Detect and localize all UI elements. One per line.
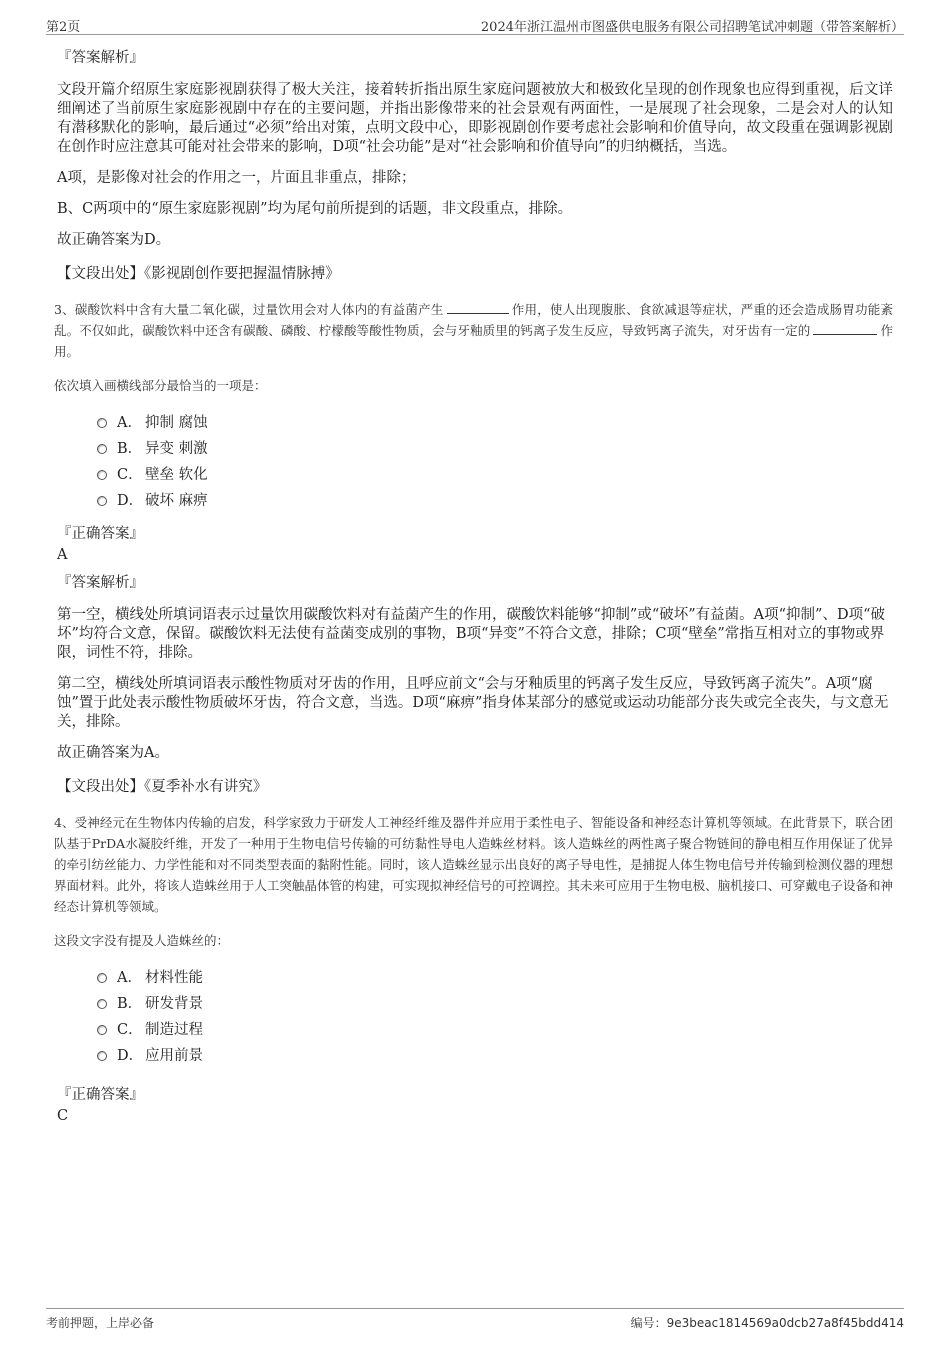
radio-icon[interactable] <box>97 470 107 480</box>
prev-analysis-label: 『答案解析』 <box>57 50 144 66</box>
prev-source: 【文段出处】《影视剧创作要把握温情脉搏》 <box>57 266 340 282</box>
option-d[interactable]: D． 应用前景 <box>97 1043 893 1069</box>
prev-analysis-para: A项，是影像对社会的作用之一，片面且非重点，排除； <box>57 170 416 186</box>
q4-correct-value: C <box>57 1108 69 1124</box>
q3-analysis-para: 故正确答案为A。 <box>57 745 169 761</box>
radio-icon[interactable] <box>97 999 107 1009</box>
blank-line <box>813 322 877 335</box>
q3-correct-label: 『正确答案』 <box>57 526 144 542</box>
page-header <box>46 14 904 35</box>
option-c[interactable]: C． 制造过程 <box>97 1017 893 1043</box>
question-4-text: 4、受神经元在生物体内传输的启发，科学家致力于研发人工神经纤维及器件并应用于柔性电子、智能设备和神经态计算机等领域。在此背景下，联合团队基于PrDA水凝胶纤维，开发了一种用于生物电信号传输的可纺黏性导电人造蛛丝材料。该人造蛛丝的两性离子聚合物链间的静电相互作用保证了优异的牵引纺丝能力、力学性能和对不同类型表面的黏附性能。同时，该人造蛛丝显示出良好的离子导电性，是捕捉人体生物电信号并传输到检测仪器的理想界面材料。此外，将该人造蛛丝用于人工突触晶体管的构建，可实现拟神经信号的可控调控。其未来可应用于生物电极、脑机接口、可穿戴电子设备和神经态计算机等领域。 <box>54 815 893 914</box>
question-3-prompt: 依次填入画横线部分最恰当的一项是： <box>54 378 267 393</box>
prev-analysis-para: B、C两项中的“原生家庭影视剧”均为尾句前所提到的话题，非文段重点，排除。 <box>57 201 573 217</box>
page-content <box>54 40 893 1128</box>
q3-source: 【文段出处】《夏季补水有讲究》 <box>57 779 268 795</box>
option-d[interactable]: D． 破坏 麻痹 <box>97 488 893 514</box>
q3-correct-value: A <box>57 547 68 563</box>
q3-analysis-para: 第一空，横线处所填词语表示过量饮用碳酸饮料对有益菌产生的作用，碳酸饮料能够“抑制”或“破坏”有益菌。A项“抑制”、D项“破坏”均符合文意，保留。碳酸饮料无法使有益菌变成别的事物，B项“异变”不符合文意，排除；C项“壁垒”常指互相对立的事物或界限，词性不符，排除。 <box>57 607 885 661</box>
question-3-text: 3、碳酸饮料中含有大量二氧化碳，过量饮用会对人体内的有益菌产生 作用，使人出现腹胀、食欲减退等症状，严重的还会造成肠胃功能紊乱。不仅如此，碳酸饮料中还含有碳酸、磷酸、柠檬酸等酸性物质，会与牙釉质里的钙离子发生反应，导致钙离子流失，对牙齿有一定的 作用。 <box>54 302 893 359</box>
footer-slogan: 考前押题，上岸必备 <box>46 1316 155 1330</box>
option-c[interactable]: C． 壁垒 软化 <box>97 462 893 488</box>
prev-analysis-para: 故正确答案为D。 <box>57 232 171 248</box>
radio-icon[interactable] <box>97 418 107 428</box>
radio-icon[interactable] <box>97 1025 107 1035</box>
option-a[interactable]: A． 抑制 腐蚀 <box>97 410 893 436</box>
q4-correct-label: 『正确答案』 <box>57 1087 144 1103</box>
question-3-options <box>97 410 893 514</box>
page-footer <box>46 1308 904 1331</box>
question-4-prompt: 这段文字没有提及人造蛛丝的： <box>54 933 230 948</box>
radio-icon[interactable] <box>97 444 107 454</box>
page-number: 第2页 <box>46 20 81 35</box>
option-b[interactable]: B． 研发背景 <box>97 991 893 1017</box>
q3-analysis-para: 第二空，横线处所填词语表示酸性物质对牙齿的作用，且呼应前文“会与牙釉质里的钙离子发生反应，导致钙离子流失”。A项“腐蚀”置于此处表示酸性物质破坏牙齿，符合文意，当选。D项“麻痹”指身体某部分的感觉或运动功能部分丧失或完全丧失，与文意无关，排除。 <box>57 676 889 730</box>
radio-icon[interactable] <box>97 1051 107 1061</box>
option-a[interactable]: A． 材料性能 <box>97 965 893 991</box>
prev-analysis-para: 文段开篇介绍原生家庭影视剧获得了极大关注，接着转折指出原生家庭问题被放大和极致化呈现的创作现象也应得到重视，后文详细阐述了当前原生家庭影视剧中存在的主要问题，并指出影像带来的社会景观有两面性，一是展现了社会现象，二是会对人的认知有潜移默化的影响，最后通过“必须”给出对策，点明文段中心，即影视剧创作要考虑社会影响和价值导向，故文段重在强调影视剧在创作时应注意其可能对社会带来的影响，D项“社会功能”是对“社会影响和价值导向”的归纳概括，当选。 <box>57 82 893 155</box>
option-b[interactable]: B． 异变 刺激 <box>97 436 893 462</box>
radio-icon[interactable] <box>97 973 107 983</box>
document-title: 2024年浙江温州市图盛供电服务有限公司招聘笔试冲刺题（带答案解析） <box>480 20 904 35</box>
blank-line <box>447 301 509 314</box>
radio-icon[interactable] <box>97 496 107 506</box>
question-4-options <box>97 965 893 1069</box>
q3-analysis-label: 『答案解析』 <box>57 575 144 591</box>
document-id: 编号：9e3beac1814569a0dcb27a8f45bdd414 <box>630 1316 904 1330</box>
